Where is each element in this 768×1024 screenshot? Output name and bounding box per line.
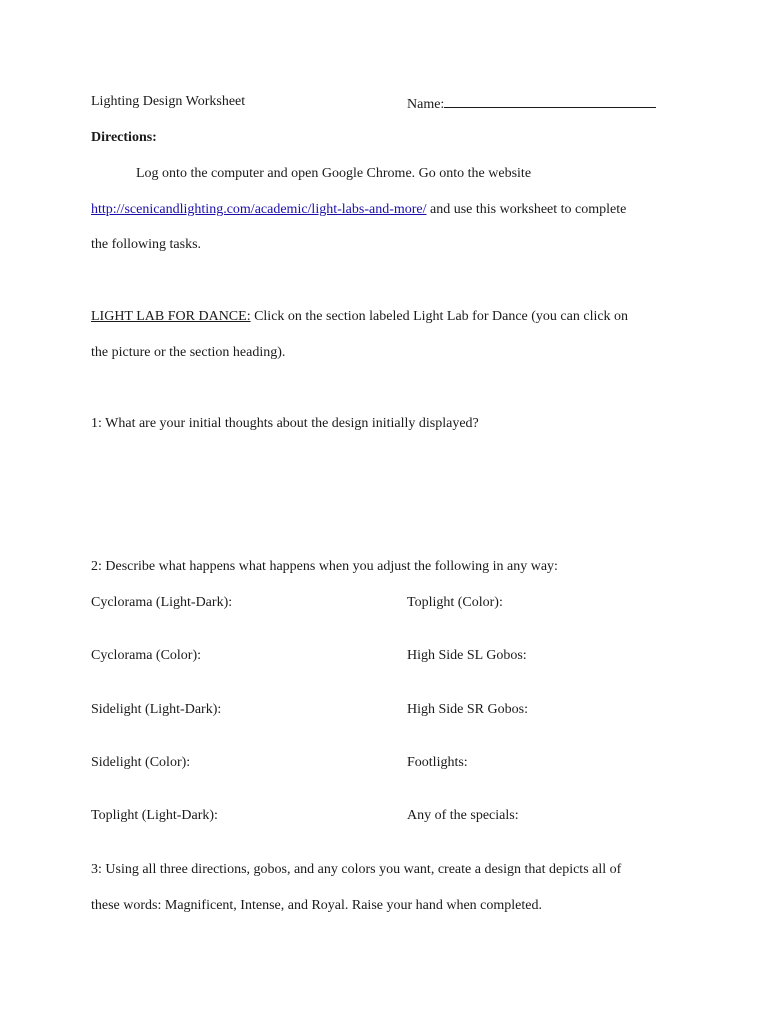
light-lab-line-1 — [91, 308, 628, 326]
q2-item-footlights: Footlights: — [407, 755, 468, 770]
question-3-line-1: 3: Using all three directions, gobos, and any colors you want, create a design that depicts all of — [91, 862, 622, 877]
name-label: Name: — [407, 97, 445, 112]
name-field — [407, 93, 656, 114]
q2-item-toplight-light-dark: Toplight (Light-Dark): — [91, 808, 218, 823]
directions-line-1: Log onto the computer and open Google Chrome. Go onto the website — [136, 166, 532, 181]
directions-line-3: the following tasks. — [91, 237, 202, 252]
directions-line-2-text: and use this worksheet to complete — [426, 202, 627, 217]
light-lab-line-2: the picture or the section heading). — [91, 345, 286, 360]
question-2: 2: Describe what happens what happens when you adjust the following in any way: — [91, 559, 558, 574]
q2-item-toplight-color: Toplight (Color): — [407, 595, 503, 610]
question-1: 1: What are your initial thoughts about the design initially displayed? — [91, 416, 479, 431]
name-blank-line — [444, 93, 656, 108]
q2-item-sidelight-light-dark: Sidelight (Light-Dark): — [91, 702, 222, 717]
light-lab-label: LIGHT LAB FOR DANCE: — [91, 309, 251, 324]
q2-item-high-side-sl-gobos: High Side SL Gobos: — [407, 648, 527, 663]
q2-item-cyclorama-color: Cyclorama (Color): — [91, 648, 202, 663]
light-lab-text: Click on the section labeled Light Lab for Dance (you can click on — [250, 309, 629, 324]
worksheet-title: Lighting Design Worksheet — [91, 94, 246, 109]
q2-item-cyclorama-light-dark: Cyclorama (Light-Dark): — [91, 595, 233, 610]
q2-item-sidelight-color: Sidelight (Color): — [91, 755, 191, 770]
q2-item-any-specials: Any of the specials: — [407, 808, 519, 823]
question-3-line-2: these words: Magnificent, Intense, and Royal. Raise your hand when completed. — [91, 898, 542, 913]
directions-heading: Directions: — [91, 130, 157, 145]
q2-item-high-side-sr-gobos: High Side SR Gobos: — [407, 702, 528, 717]
website-link[interactable]: http://scenicandlighting.com/academic/light-labs-and-more/ — [91, 202, 427, 217]
directions-line-2 — [91, 201, 626, 219]
